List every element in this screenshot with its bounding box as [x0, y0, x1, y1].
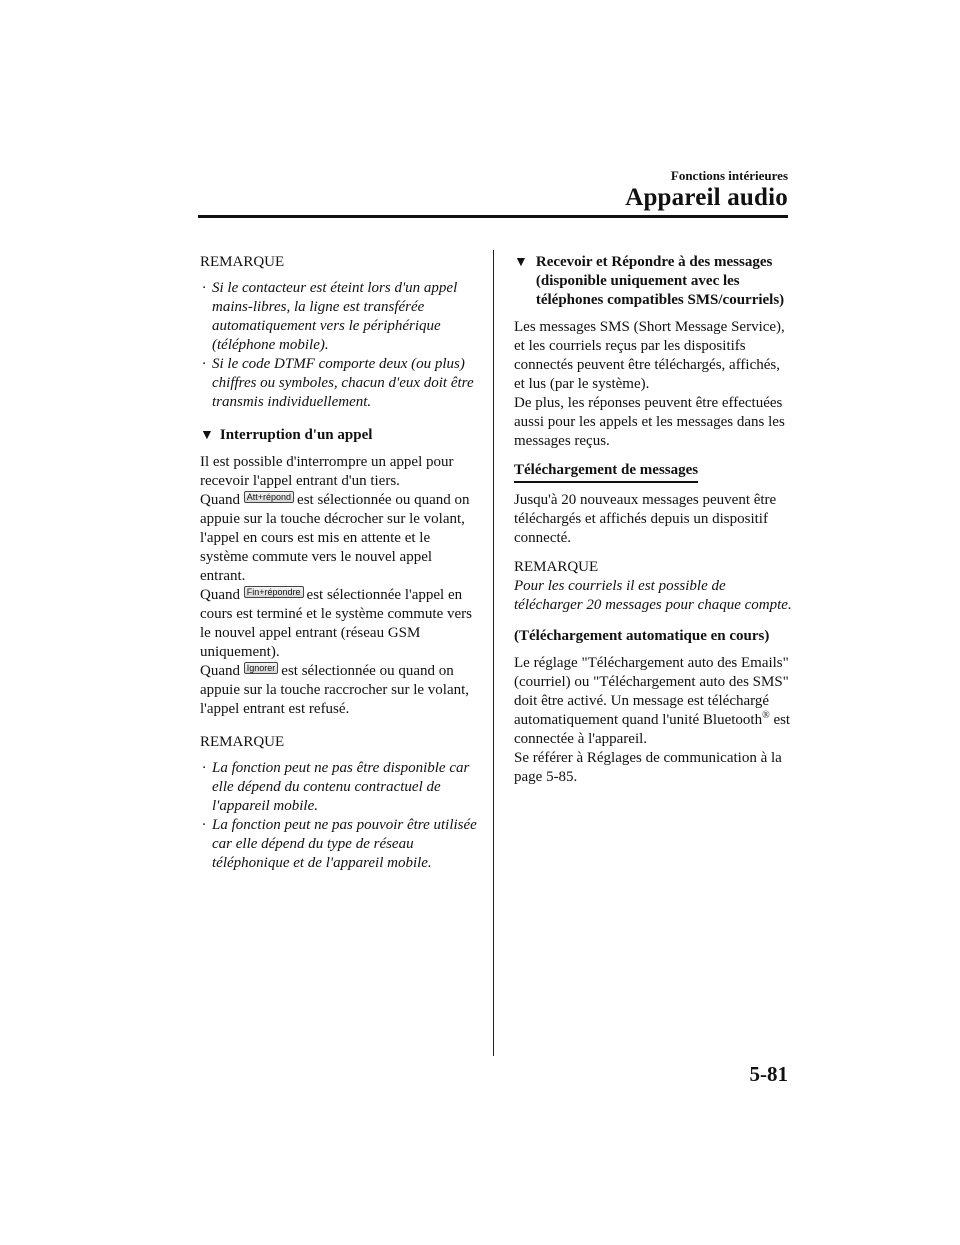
note-item: · Si le contacteur est éteint lors d'un appel mains-libres, la ligne est transférée automatiquement vers le périphérique (téléphone mobile). [212, 279, 480, 355]
ignore-button: Ignorer [244, 662, 279, 674]
section-title: Interruption d'un appel [219, 427, 373, 443]
hold-text: est sélectionnée ou quand on appuie sur la touche décrocher sur le volant, l'appel en cours est mis en attente et le système commute vers le nouvel appel entrant. [200, 492, 470, 584]
end-paragraph [200, 586, 480, 662]
note-list [200, 279, 480, 412]
quand-word: Quand [200, 663, 240, 679]
reference-paragraph: Se référer à Réglages de communication à la page 5-85. [514, 750, 782, 785]
registered-mark: ® [762, 710, 770, 721]
hold-paragraph [200, 491, 480, 586]
triangle-down-icon: ▼ [200, 428, 214, 443]
auto-download-heading: (Téléchargement automatique en cours) [514, 628, 770, 644]
end-answer-button: Fin+répondre [244, 586, 304, 598]
auto-text-a: Le réglage "Téléchargement auto des Emails" (courriel) ou "Téléchargement auto des SMS" doit être activé. Un message est téléchargé automatiquement quand l'unité Bluetooth [514, 655, 789, 728]
note-item: · La fonction peut ne pas pouvoir être utilisée car elle dépend du type de réseau téléphonique et de l'appareil mobile. [212, 816, 480, 873]
replies-paragraph: De plus, les réponses peuvent être effectuées aussi pour les appels et les messages dans les messages reçus. [514, 395, 785, 449]
ignore-text: est sélectionnée ou quand on appuie sur la touche raccrocher sur le volant, l'appel entrant est refusé. [200, 663, 470, 717]
section-title: Recevoir et Répondre à des messages (disponible uniquement avec les téléphones compatibles SMS/courriels) [535, 254, 785, 308]
note-label: REMARQUE [514, 559, 599, 575]
note-text: Pour les courriels il est possible de télécharger 20 messages pour chaque compte. [514, 578, 792, 613]
quand-word: Quand [200, 492, 240, 508]
column-divider [493, 250, 494, 1056]
note-label: REMARQUE [200, 734, 285, 750]
end-text: est sélectionnée l'appel en cours est terminé et le système commute vers le nouvel appel entrant (réseau GSM uniquement). [200, 587, 472, 660]
note-item: · Si le code DTMF comporte deux (ou plus) chiffres ou symboles, chacun d'eux doit être transmis individuellement. [212, 355, 480, 412]
sms-paragraph: Les messages SMS (Short Message Service), et les courriels reçus par les dispositifs connectés peuvent être téléchargés, affichés, et lus (par le système). [514, 319, 785, 392]
page-number: 5-81 [749, 1062, 788, 1086]
triangle-down-icon: ▼ [514, 255, 528, 270]
section-heading-messages [514, 253, 792, 310]
note-list [200, 759, 480, 873]
left-column [200, 253, 480, 873]
auto-text-b: est connectée à l'appareil. [514, 712, 791, 747]
ignore-paragraph [200, 662, 480, 719]
header-title: Appareil audio [625, 184, 788, 211]
note-label: REMARQUE [200, 254, 285, 270]
auto-download-paragraph [514, 654, 792, 749]
quand-word: Quand [200, 587, 240, 603]
header-section: Fonctions intérieures [670, 168, 788, 183]
note-item: · La fonction peut ne pas être disponible car elle dépend du contenu contractuel de l'appareil mobile. [212, 759, 480, 816]
download-subheading: Téléchargement de messages [514, 461, 698, 483]
download-paragraph: Jusqu'à 20 nouveaux messages peuvent être téléchargés et affichés depuis un dispositif connecté. [514, 492, 777, 546]
header-rule [198, 215, 788, 218]
intro-paragraph: Il est possible d'interrompre un appel pour recevoir l'appel entrant d'un tiers. [200, 454, 454, 489]
hold-answer-button: Att+répond [244, 491, 294, 503]
right-column [514, 253, 792, 787]
section-heading-interruption [200, 426, 480, 445]
